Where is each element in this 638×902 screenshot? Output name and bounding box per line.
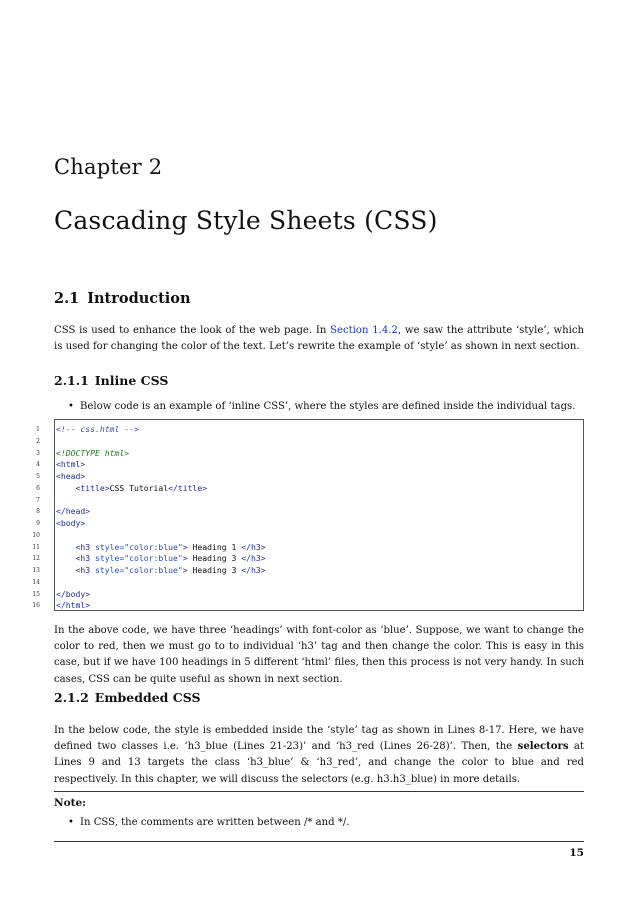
code-line	[0, 565, 590, 577]
intro-paragraph	[54, 323, 584, 355]
code-line	[0, 577, 590, 589]
code-token: </h3>	[241, 565, 266, 575]
code-token: style=	[95, 553, 125, 564]
line-number: 5	[36, 473, 40, 480]
code-token	[56, 483, 76, 493]
code-token: <!-- css.html -->	[56, 424, 139, 434]
subsection-number: 2.1.1	[54, 373, 89, 388]
line-number: 6	[36, 484, 40, 492]
section-title: Introduction	[87, 290, 191, 307]
section-number: 2.1	[54, 290, 80, 307]
code-line	[0, 436, 590, 448]
code-token: <head>	[56, 471, 86, 481]
subsection-heading-embedded	[54, 690, 201, 705]
line-number: 4	[36, 461, 40, 469]
code-line	[0, 471, 590, 483]
code-token: Heading 1	[187, 541, 242, 552]
code-token	[56, 542, 76, 552]
intro-text-start: CSS is used to enhance the look of the web page. In	[54, 325, 331, 336]
code-token: </h3>	[241, 553, 266, 564]
code-token: style=	[95, 541, 125, 552]
code-text	[56, 518, 85, 530]
subsection-title: Embedded CSS	[94, 690, 201, 705]
line-number: 10	[32, 531, 40, 539]
code-text	[56, 553, 266, 565]
code-text	[56, 565, 266, 577]
line-number: 15	[32, 590, 40, 598]
code-text	[56, 483, 207, 495]
code-token: "color:blue"	[124, 541, 183, 552]
code-token: <html>	[56, 459, 86, 470]
code-text	[56, 424, 139, 436]
line-number: 1	[36, 426, 40, 433]
bullet-icon: •	[68, 817, 74, 828]
code-text	[56, 471, 85, 483]
code-token	[56, 553, 76, 563]
line-number: 14	[32, 578, 40, 586]
line-number: 13	[32, 567, 40, 574]
note-text: In CSS, the comments are written between /* and */.	[80, 817, 350, 828]
code-text	[56, 506, 90, 518]
selectors-term: selectors	[517, 741, 569, 753]
code-token: "color:blue"	[124, 565, 183, 575]
code-token: >	[182, 541, 188, 552]
chapter-label: Chapter 2	[54, 155, 163, 179]
note-bullet	[68, 815, 349, 831]
page-number: 15	[569, 847, 584, 859]
section-heading	[54, 290, 191, 307]
subsection-heading-inline	[54, 373, 168, 388]
code-line	[0, 600, 590, 612]
note-top-divider	[54, 791, 584, 792]
code-token: </head>	[56, 506, 91, 517]
code-token: CSS Tutorial	[109, 482, 169, 493]
code-line	[0, 495, 590, 507]
code-token: <h3	[75, 553, 95, 564]
code-line	[0, 553, 590, 565]
code-line	[0, 530, 590, 542]
embedded-text-start: In the below code, the style is embedded inside the ‘style’ tag as shown in Lines 8-17. Here, we have defined two classes i.e. ‘h3_blue (Lines 21-23)’ and ‘h3_red (Lines 26-28)’. Then, the	[54, 725, 584, 753]
subsection-number: 2.1.2	[54, 690, 89, 705]
section-link[interactable]: Section 1.4.2	[330, 325, 398, 336]
line-number: 8	[36, 508, 40, 516]
code-token	[56, 565, 76, 575]
line-number: 7	[36, 496, 40, 504]
code-token: <h3	[75, 541, 95, 552]
code-line	[0, 506, 590, 518]
code-token: "color:blue"	[124, 553, 183, 564]
code-line	[0, 448, 590, 460]
code-line	[0, 424, 590, 436]
code-token: >	[182, 565, 188, 575]
chapter-title: Cascading Style Sheets (CSS)	[54, 206, 438, 235]
embedded-text-end: at Lines 9 and 13 targets the class ‘h3_blue’ & ‘h3_red’, and change the color to blue and red respectively. In this chapter, we will discuss the selectors (e.g. h3.h3_blue) in more details.	[54, 741, 584, 785]
code-line	[0, 459, 590, 471]
code-token: Heading 3	[187, 553, 242, 564]
line-number: 2	[36, 437, 40, 445]
code-token: <!DOCTYPE html>	[56, 447, 130, 458]
code-token: </h3>	[241, 541, 266, 552]
note-bottom-divider	[54, 841, 584, 842]
code-token: <title>	[75, 482, 110, 493]
embedded-paragraph	[54, 723, 584, 788]
code-line	[0, 518, 590, 530]
code-token: <h3	[75, 565, 95, 575]
code-token: </html>	[56, 600, 91, 611]
code-token: >	[182, 553, 188, 564]
code-text	[56, 600, 90, 612]
explanation-paragraph: In the above code, we have three ‘headings’ with font-color as ‘blue’. Suppose, we want to change the color to red, then we must go to to individual ‘h3’ tag and then change the color. This is easy in this case, but if we have 100 headings in 5 different ‘html’ files, then this process is not very handy. In such cases, CSS can be quite useful as shown in next section.	[54, 625, 584, 685]
code-text	[56, 459, 85, 471]
code-line	[0, 589, 590, 601]
line-number: 12	[32, 555, 40, 563]
code-text	[56, 542, 266, 554]
bullet-text: Below code is an example of ‘inline CSS’, where the styles are defined inside the individual tags.	[80, 401, 576, 412]
code-listing	[0, 424, 590, 612]
subsection-title: Inline CSS	[94, 373, 169, 388]
note-title: Note:	[54, 797, 87, 809]
bullet-item	[68, 399, 575, 415]
code-token: </title>	[168, 482, 208, 493]
line-number: 16	[32, 602, 40, 610]
line-number: 9	[36, 520, 40, 527]
line-number: 11	[32, 543, 40, 551]
code-token: style=	[95, 565, 125, 575]
code-text	[56, 448, 129, 460]
code-text	[56, 589, 90, 601]
code-line	[0, 542, 590, 554]
bullet-icon: •	[68, 401, 74, 412]
code-line	[0, 483, 590, 495]
intro-text-end: , we saw the attribute ‘style’, which is used for changing the color of the text. Let’s rewrite the example of ‘style’ as shown in next section.	[54, 325, 584, 353]
code-token: </body>	[56, 588, 91, 599]
code-token: <body>	[56, 518, 86, 528]
code-token: Heading 3	[187, 565, 242, 575]
line-number: 3	[36, 449, 40, 457]
